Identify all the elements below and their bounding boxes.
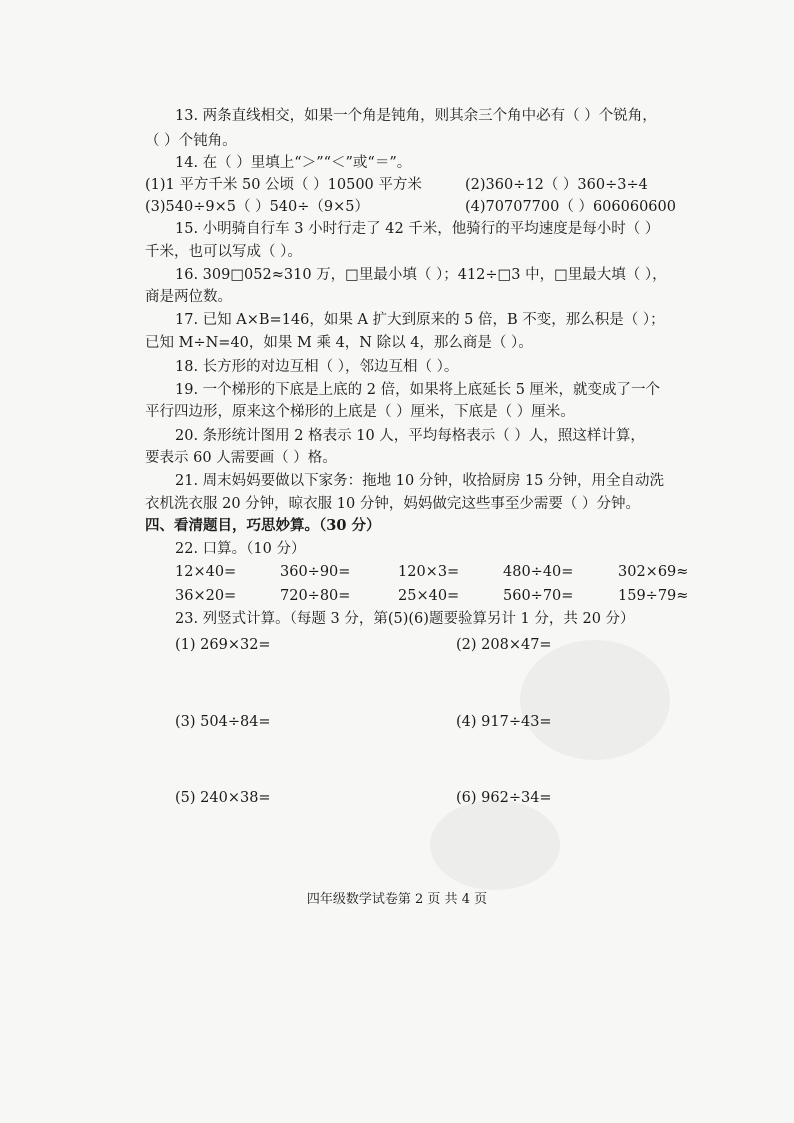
question-15-line-1: 15. 小明骑自行车 3 小时行走了 42 千米，他骑行的平均速度是每小时（ ） xyxy=(175,221,660,237)
question-14-part-1: (1)1 平方千米 50 公顷（ ）10500 平方米 xyxy=(145,177,422,193)
question-20-line-2: 要表示 60 人需要画（ ）格。 xyxy=(145,450,337,466)
oral-item: 720÷80= xyxy=(280,588,351,604)
question-22: 22. 口算。（10 分） xyxy=(175,541,306,557)
oral-item: 25×40= xyxy=(398,588,460,604)
question-13-line-1: 13. 两条直线相交，如果一个角是钝角，则其余三个角中必有（ ）个锐角， xyxy=(175,108,657,124)
oral-item: 120×3= xyxy=(398,564,460,580)
question-21-line-2: 衣机洗衣服 20 分钟，晾衣服 10 分钟，妈妈做完这些事至少需要（ ）分钟。 xyxy=(145,496,640,512)
vertical-calc-3: (3) 504÷84= xyxy=(175,714,271,730)
question-19-line-1: 19. 一个梯形的下底是上底的 2 倍，如果将上底延长 5 厘米，就变成了一个 xyxy=(175,382,661,398)
oral-row-1 xyxy=(175,560,695,584)
oral-item: 560÷70= xyxy=(503,588,574,604)
question-14-part-3: (3)540÷9×5（ ）540÷（9×5） xyxy=(145,199,369,215)
question-14-part-2: (2)360÷12（ ）360÷3÷4 xyxy=(465,177,648,193)
oral-item: 480÷40= xyxy=(503,564,574,580)
question-14: 14. 在（ ）里填上“＞”“＜”或“＝”。 xyxy=(175,155,412,171)
vertical-calc-4: (4) 917÷43= xyxy=(456,714,552,730)
section-4-title: 四、看清题目，巧思妙算。（30 分） xyxy=(145,517,381,534)
question-19-line-2: 平行四边形，原来这个梯形的上底是（ ）厘米，下底是（ ）厘米。 xyxy=(145,404,575,420)
question-14-part-4: (4)70707700（ ）606060600 xyxy=(465,199,676,215)
vertical-calc-2: (2) 208×47= xyxy=(456,637,552,653)
page-footer: 四年级数学试卷第 2 页 共 4 页 xyxy=(306,892,488,907)
scan-smudge xyxy=(430,800,560,890)
oral-item: 302×69≈ xyxy=(618,564,689,580)
vertical-calc-1: (1) 269×32= xyxy=(175,637,271,653)
question-16-line-1: 16. 309□052≈310 万，□里最小填（ ）；412÷□3 中，□里最大填（ ）， xyxy=(175,267,667,283)
oral-item: 36×20= xyxy=(175,588,237,604)
question-21-line-1: 21. 周末妈妈要做以下家务：拖地 10 分钟，收拾厨房 15 分钟，用全自动洗 xyxy=(175,473,665,489)
question-17-line-1: 17. 已知 A×B=146，如果 A 扩大到原来的 5 倍，B 不变，那么积是（ ）； xyxy=(175,312,665,328)
oral-item: 360÷90= xyxy=(280,564,351,580)
question-15-line-2: 千米，也可以写成（ ）。 xyxy=(145,244,302,260)
vertical-calc-6: (6) 962÷34= xyxy=(456,790,552,806)
question-23: 23. 列竖式计算。（每题 3 分，第(5)(6)题要验算另计 1 分，共 20 分） xyxy=(175,611,635,627)
question-16-line-2: 商是两位数。 xyxy=(145,289,232,305)
oral-row-2 xyxy=(175,584,695,608)
question-20-line-1: 20. 条形统计图用 2 格表示 10 人，平均每格表示（ ）人，照这样计算， xyxy=(175,428,645,444)
oral-item: 12×40= xyxy=(175,564,237,580)
oral-item: 159÷79≈ xyxy=(618,588,689,604)
question-18: 18. 长方形的对边互相（ ），邻边互相（ ）。 xyxy=(175,359,459,375)
scan-smudge xyxy=(520,640,670,760)
vertical-calc-5: (5) 240×38= xyxy=(175,790,271,806)
question-13-line-2: （ ）个钝角。 xyxy=(145,133,237,149)
question-17-line-2: 已知 M÷N=40，如果 M 乘 4，N 除以 4，那么商是（ ）。 xyxy=(145,335,533,351)
